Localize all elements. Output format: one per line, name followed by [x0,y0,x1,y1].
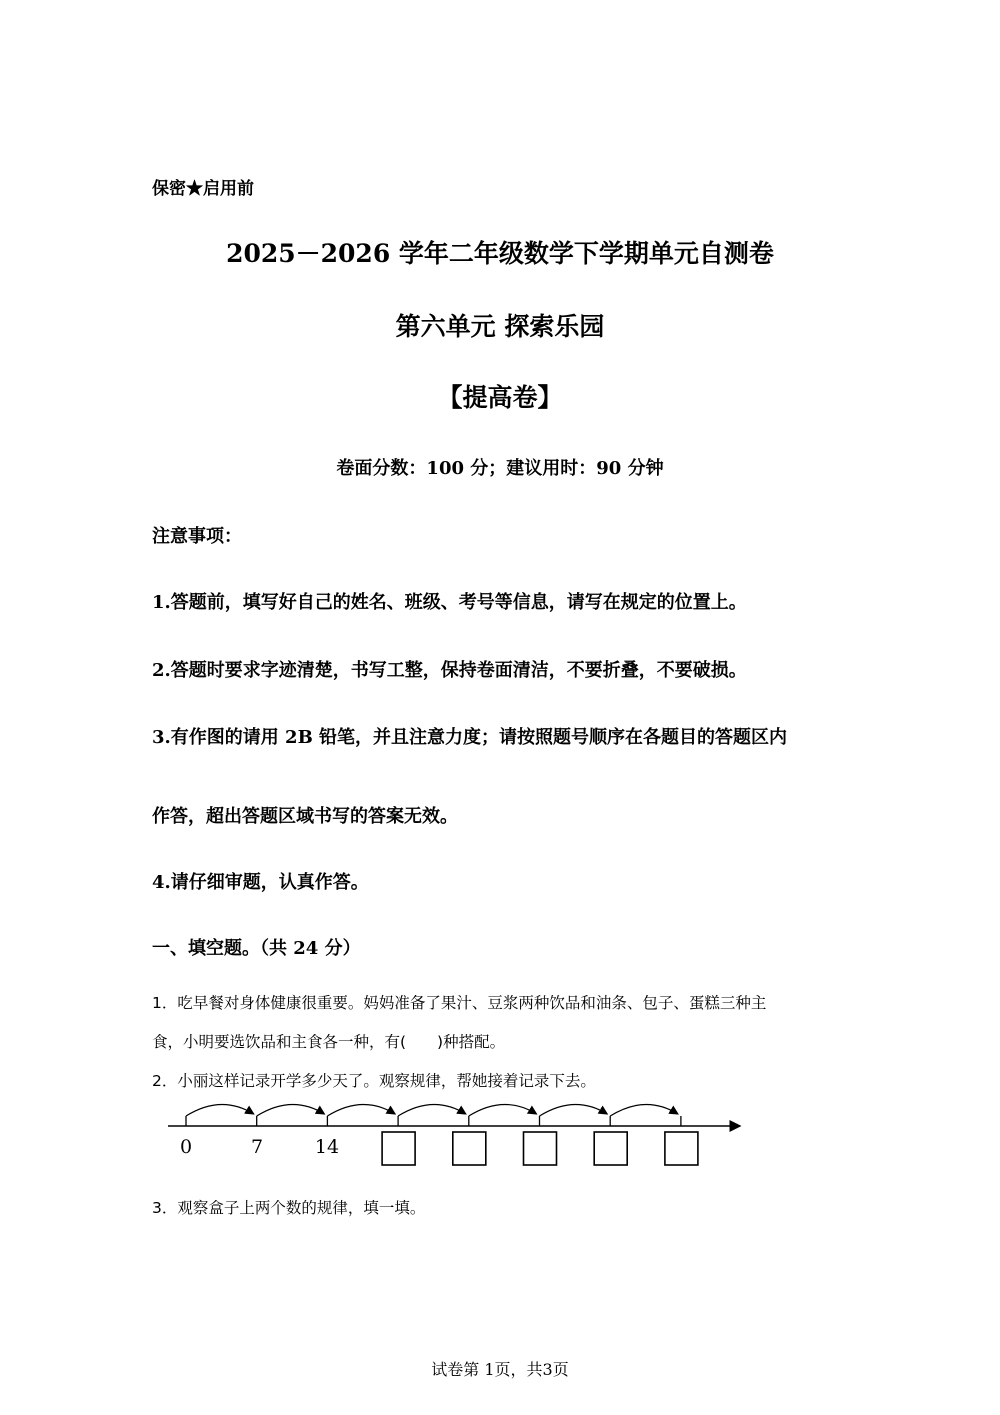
confidential-mark: 保密★启用前 [152,179,254,199]
note-item: 1.答题前，填写好自己的姓名、班级、考号等信息，请写在规定的位置上。 [152,592,747,613]
hop-arrow [398,1104,466,1116]
question-3: 3．观察盒子上两个数的规律，填一填。 [152,1199,426,1217]
answer-box[interactable] [594,1132,627,1165]
unit-title: 第六单元 探索乐园 [395,312,605,341]
note-item: 2.答题时要求字迹清楚，书写工整，保持卷面清洁，不要折叠，不要破损。 [152,660,747,681]
page-footer: 试卷第 1页，共3页 [431,1360,569,1379]
question-1-line-2: 食，小明要选饮品和主食各一种，有( )种搭配。 [152,1033,506,1051]
hop-arrow [469,1104,537,1116]
hop-arrow [610,1104,678,1116]
note-item-continued: 作答，超出答题区域书写的答案无效。 [152,806,458,827]
difficulty-level: 【提高卷】 [437,383,563,412]
number-line-ticks [186,1116,681,1126]
note-item: 4.请仔细审题，认真作答。 [152,872,369,893]
hop-arrow [327,1104,395,1116]
number-line-label: 7 [250,1136,264,1158]
number-line-figure [160,1098,760,1178]
section-heading: 一、填空题。（共 24 分） [152,938,361,959]
answer-box[interactable] [524,1132,557,1165]
question-1-line-1: 1．吃早餐对身体健康很重要。妈妈准备了果汁、豆浆两种饮品和油条、包子、蛋糕三种主 [152,994,767,1012]
hop-arrow [186,1104,254,1116]
number-line-hops [186,1104,678,1116]
score-and-time: 卷面分数：100 分；建议用时：90 分钟 [336,458,664,479]
note-item: 3.有作图的请用 2B 铅笔，并且注意力度；请按照题号顺序在各题目的答题区内 [152,727,788,748]
question-2: 2．小丽这样记录开学多少天了。观察规律，帮她接着记录下去。 [152,1072,596,1090]
hop-arrow [257,1104,325,1116]
notes-heading: 注意事项： [152,526,242,547]
answer-box[interactable] [453,1132,486,1165]
number-line-label: 14 [314,1136,340,1158]
answer-box[interactable] [665,1132,698,1165]
hop-arrow [540,1104,608,1116]
number-line-label: 0 [179,1136,193,1158]
exam-title: 2025－2026 学年二年级数学下学期单元自测卷 [226,239,774,268]
answer-box[interactable] [382,1132,415,1165]
answer-boxes [382,1132,698,1165]
